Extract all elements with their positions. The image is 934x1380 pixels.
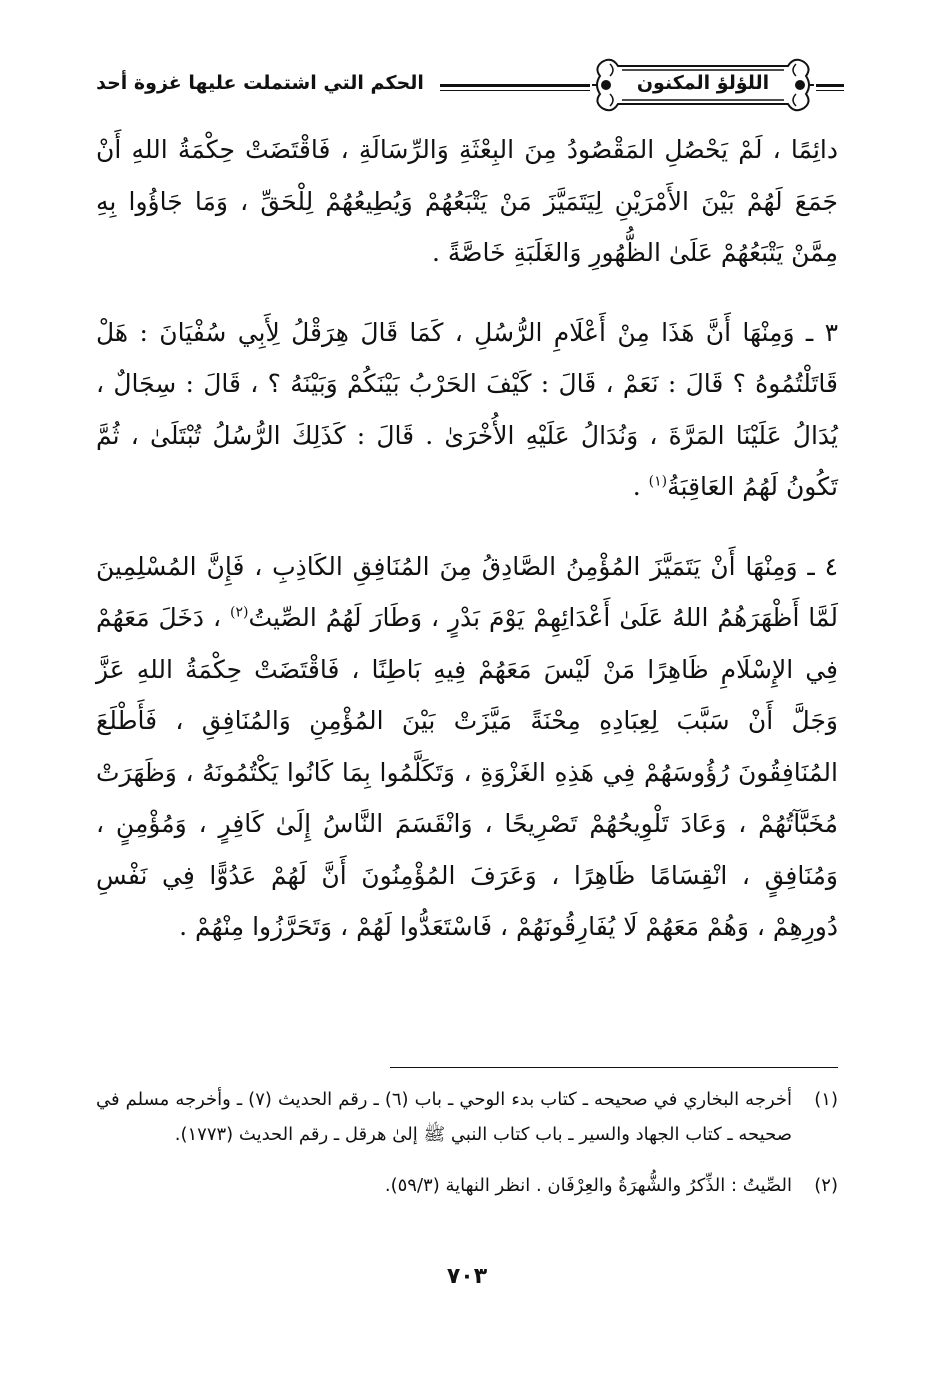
paragraph-number: ٣	[824, 317, 838, 347]
paragraph-text-continued: ، دَخَلَ مَعَهُمْ فِي الإِسْلَامِ ظَاهِرًا مَنْ لَيْسَ مَعَهُمْ فِيهِ بَاطِنًا ، فَاقْتَضَتْ حِكْمَةُ اللهِ عَزَّ وَجَلَّ أَنْ سَبَّبَ لِعِبَادِهِ مِحْنَةً مَيَّزَتْ بَيْنَ المُؤْمِنِ وَالمُنَافِقِ ، فَأَطْلَعَ المُنَافِقُونَ رُؤُوسَهُمْ فِي هَذِهِ الغَزْوَةِ ، وَتَكَلَّمُوا بِمَا كَانُوا يَكْتُمُونَهُ ، وَظَهَرَتْ مُخَبَّآتُهُمْ ، وَعَادَ تَلْوِيحُهُمْ تَصْرِيحًا ، وَانْقَسَمَ النَّاسُ إِلَىٰ كَافِرٍ ، وَمُؤْمِنٍ ، وَمُنَافِقٍ ، انْقِسَامًا ظَاهِرًا ، وَعَرَفَ المُؤْمِنُونَ أَنَّ لَهُمْ عَدُوًّا فِي نَفْسِ دُورِهِمْ ، وَهُمْ مَعَهُمْ لَا يُفَارِقُونَهُمْ ، فَاسْتَعَدُّوا لَهُمْ ، وَتَحَرَّزُوا مِنْهُمْ .	[96, 603, 838, 941]
header-rule-right	[816, 84, 844, 91]
footnote-number: (١)	[814, 1089, 838, 1110]
paragraph-end: .	[632, 472, 649, 501]
footnote-text: الصِّيتُ : الذِّكرُ والشُّهرَةُ والعِرْفَان . انظر النهاية (٥٩/٣).	[384, 1175, 792, 1196]
paragraph-text: ـ وَمِنْهَا أَنْ يَتَمَيَّزَ المُؤْمِنُ الصَّادِقُ مِنَ المُنَافِقِ الكَاذِبِ ، فَإِنَّ المُسْلِمِينَ لَمَّا أَظْهَرَهُمُ اللهُ عَلَىٰ أَعْدَائِهِمْ يَوْمَ بَدْرٍ ، وَطَارَ لَهُمُ الصِّيتُ	[96, 551, 838, 632]
footnote-ref-1: (١)	[648, 473, 668, 490]
footnote-number: (٢)	[814, 1175, 838, 1196]
paragraph-3	[96, 307, 838, 513]
paragraph-1: دائِمًا ، لَمْ يَحْصُلِ المَقْصُودُ مِنَ البِعْثَةِ وَالرِّسَالَةِ ، فَاقْتَضَتْ حِكْمَةُ اللهِ أَنْ جَمَعَ لَهُمْ بَيْنَ الأَمْرَيْنِ لِيَتَمَيَّزَ مَنْ يَتْبَعُهُمْ وَيُطِيعُهُمْ لِلْحَقِّ ، وَمَا جَاؤُوا بِهِ مِمَّنْ يَتْبَعُهُمْ عَلَىٰ الظُّهُورِ وَالغَلَبَةِ خَاصَّةً .	[96, 135, 838, 267]
running-header	[96, 50, 844, 120]
paragraph-text: ـ وَمِنْهَا أَنَّ هَذَا مِنْ أَعْلَامِ الرُّسُلِ ، كَمَا قَالَ هِرَقْلُ لِأَبِي سُفْيَانَ : هَلْ قَاتَلْتُمُوهُ ؟ قَالَ : نَعَمْ ، قَالَ : كَيْفَ الحَرْبُ بَيْنَكُمْ وَبَيْنَهُ ؟ ، قَالَ : سِجَالٌ ، يُدَالُ عَلَيْنَا المَرَّةَ ، وَنُدَالُ عَلَيْهِ الأُخْرَىٰ . قَالَ : كَذَلِكَ الرُّسُلُ تُبْتَلَىٰ ، ثُمَّ تَكُونُ لَهُمُ العَاقِبَةُ	[96, 317, 838, 501]
paragraph-4	[96, 541, 838, 953]
footnote-ref-2: (٢)	[229, 604, 249, 621]
book-title: اللؤلؤ المكنون	[636, 72, 770, 94]
book-title-cartouche	[592, 54, 814, 116]
main-text	[96, 124, 838, 953]
footnote-2	[96, 1168, 838, 1203]
footnote-text: أخرجه البخاري في صحيحه ـ كتاب بدء الوحي ـ باب (٦) ـ رقم الحديث (٧) ـ وأخرجه مسلم في صحيحه ـ كتاب الجهاد والسير ـ باب كتاب النبي ﷺ إلىٰ هرقل ـ رقم الحديث (١٧٧٣).	[96, 1089, 792, 1145]
footnote-1	[96, 1082, 838, 1152]
footnotes	[96, 1082, 838, 1203]
footnote-separator	[390, 1067, 838, 1068]
chapter-title: الحكم التي اشتملت عليها غزوة أحد	[96, 72, 424, 94]
paragraph-number: ٤	[824, 551, 838, 581]
page-number: ٧٠٣	[446, 1264, 488, 1289]
header-rule-middle	[440, 84, 590, 91]
